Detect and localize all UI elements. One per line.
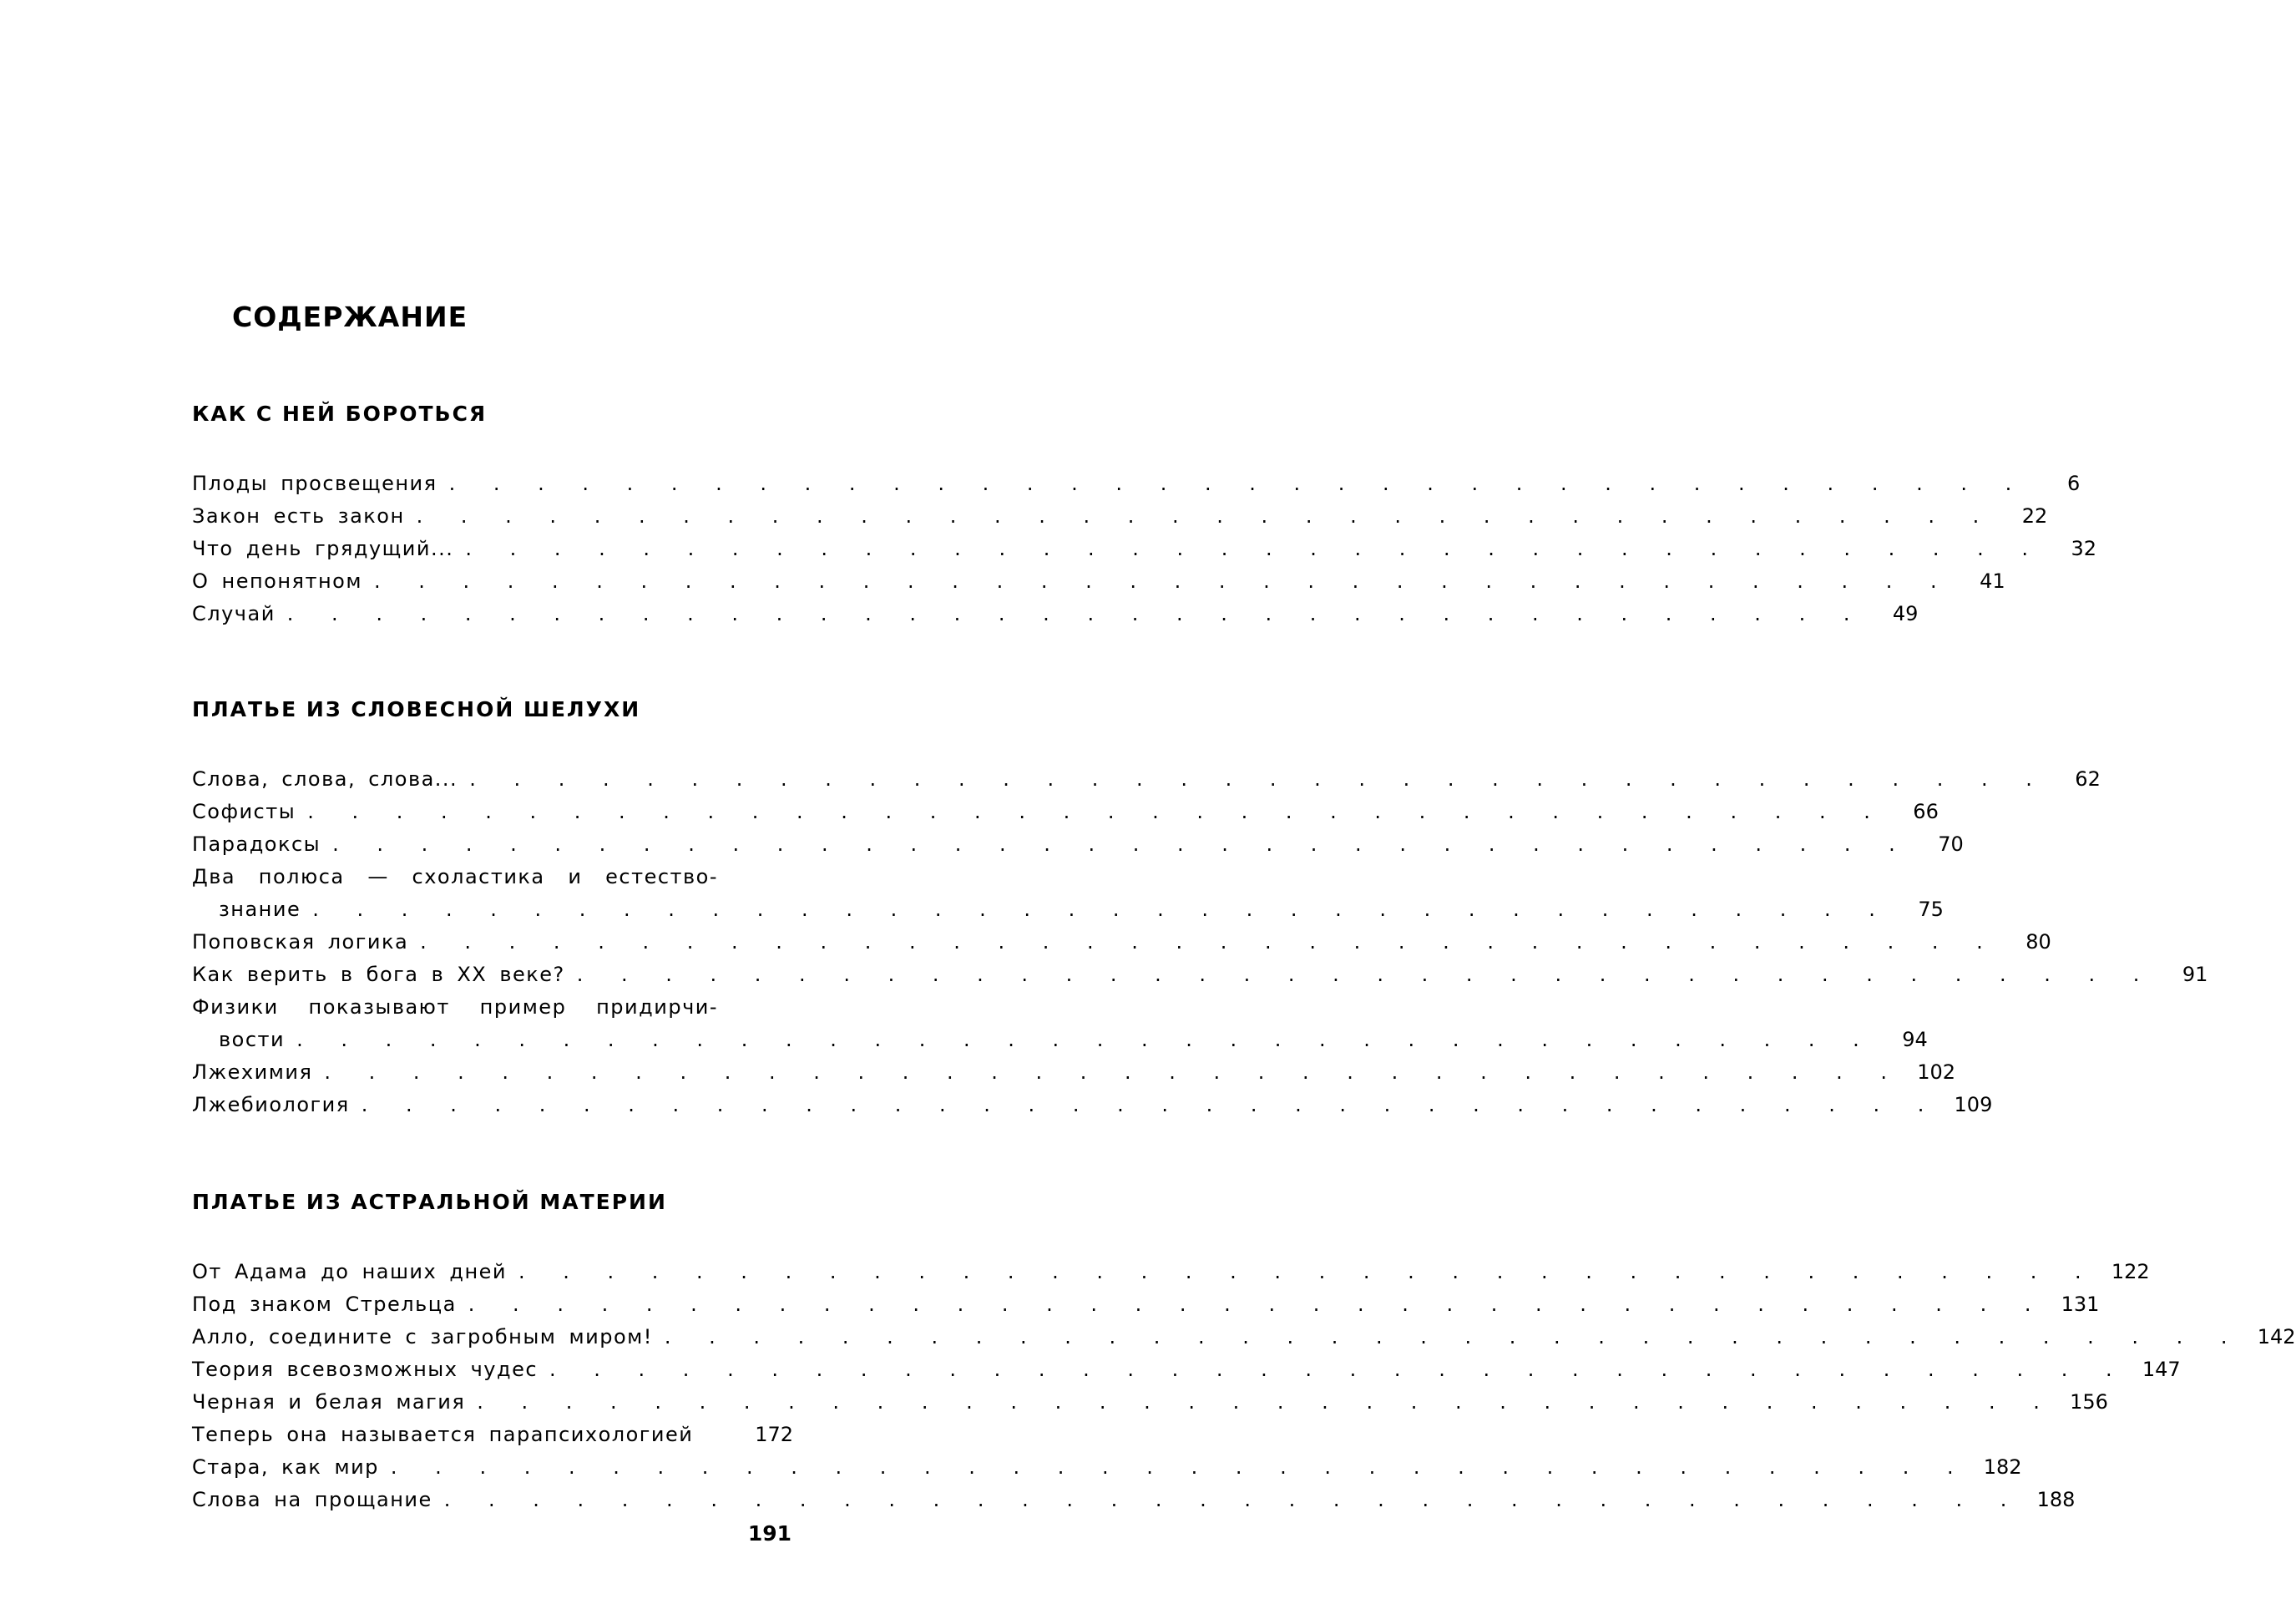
toc-entry	[192, 991, 1928, 1056]
toc-entry	[192, 533, 2096, 565]
entry-page-number: 41	[1980, 569, 2005, 593]
toc-entry	[192, 565, 2005, 598]
dot-leader: . . . . . . . . . . . . . . . . . . . . . . . . . . . . . . . . . . . .	[477, 1390, 2053, 1414]
dot-leader: . . . . . . . . . . . . . . . . . . . . . . . . . . . . . . . . . . . .	[361, 1093, 1938, 1116]
toc-section-1	[192, 396, 2096, 630]
entry-page-number: 122	[2111, 1260, 2150, 1283]
dot-leader: . . . . . . . . . . . . . . . . . . . . . . . . . . . . . . . . . . . .	[286, 602, 1864, 625]
toc-entry	[192, 1484, 2076, 1516]
entry-title: Теория всевозможных чудес	[192, 1358, 539, 1381]
toc-entry	[192, 1451, 2022, 1484]
toc-entry	[192, 598, 1919, 630]
entry-title: Слова на прощание	[192, 1488, 432, 1511]
section-heading: ПЛАТЬЕ ИЗ СЛОВЕСНОЙ ШЕЛУХИ	[192, 697, 641, 721]
dot-leader: . . . . . . . . . . . . . . . . . . . . . . . . . . . . . . . . . . . .	[443, 1488, 2020, 1511]
dot-leader: . . . . . . . . . . . . . . . . . . . . . . . . . . . . . . . . . . . .	[390, 1455, 1967, 1479]
entry-title: Что день грядущий...	[192, 537, 454, 560]
entry-page-number: 102	[1917, 1060, 1956, 1084]
entry-title: Алло, соедините с загробным миром!	[192, 1325, 653, 1348]
toc-entry	[192, 861, 1944, 926]
dot-leader: . . . . . . . . . . . . . . . . . . . . . . . . . . . . . . . . . . . .	[518, 1260, 2095, 1283]
toc-title: СОДЕРЖАНИЕ	[232, 301, 468, 333]
dot-leader: . . . . . . . . . . . . . . . . . . . . . . . . . . . . . . . . . . . .	[469, 767, 2046, 791]
entry-page-number: 182	[1983, 1455, 2022, 1479]
toc-entry	[192, 926, 2051, 959]
dot-leader: . . . . . . . . . . . . . . . . . . . . . . . . . . . . . . . . . . . .	[332, 832, 1909, 856]
entry-title: Лжебиология	[192, 1093, 350, 1116]
toc-entry	[192, 828, 1964, 861]
entry-title: Плоды просвещения	[192, 472, 437, 495]
dot-leader: . . . . . . . . . . . . . . . . . . . . . . . . . . . . . . . . . . . .	[465, 537, 2041, 560]
section-heading: ПЛАТЬЕ ИЗ АСТРАЛЬНОЙ МАТЕРИИ	[192, 1190, 667, 1214]
toc-entry	[192, 1056, 1956, 1089]
entry-page-number: 94	[1902, 1028, 1928, 1051]
entry-continuation	[192, 893, 1944, 926]
entry-page-number: 32	[2071, 537, 2096, 560]
toc-entry	[192, 1386, 2108, 1419]
entry-title: Под знаком Стрельца	[192, 1293, 457, 1316]
entry-page-number: 75	[1918, 898, 1944, 921]
dot-leader: . . . . . . . . . . . . . . . . . . . . . . . . . . . . . . . . . . . .	[416, 504, 1993, 528]
entry-page-number: 62	[2075, 767, 2101, 791]
entry-title-continuation: вости	[219, 1028, 286, 1051]
entry-page-number: 91	[2182, 963, 2208, 986]
toc-entry	[192, 1089, 1993, 1121]
dot-leader: . . . . . . . . . . . . . . . . . . . . . . . . . . . . . . . . . . . .	[468, 1293, 2045, 1316]
entry-page-number: 70	[1938, 832, 1964, 856]
entry-title: Лжехимия	[192, 1060, 313, 1084]
entry-title: Закон есть закон	[192, 504, 405, 528]
entry-title: Парадоксы	[192, 832, 321, 856]
dot-leader: . . . . . . . . . . . . . . . . . . . . . . . . . . . . . . . . . . . .	[576, 963, 2153, 986]
toc-entry	[192, 468, 2081, 500]
entry-title: Физики показывают пример придирчи-	[192, 995, 718, 1019]
dot-leader: . . . . . . . . . . . . . . . . . . . . . . . . . . . . . . . . . . . .	[664, 1325, 2241, 1348]
toc-entry	[192, 796, 1939, 828]
entry-title: Стара, как мир	[192, 1455, 379, 1479]
toc-entry	[192, 959, 2208, 991]
entry-title: Софисты	[192, 800, 296, 823]
entry-page-number: 156	[2070, 1390, 2108, 1414]
dot-leader: . . . . . . . . . . . . . . . . . . . . . . . . . . . . . . . . . . . .	[448, 472, 2025, 495]
toc-entry	[192, 1256, 2150, 1288]
dot-leader: . . . . . . . . . . . . . . . . . . . . . . . . . . . . . . . . . . . .	[312, 898, 1889, 921]
entry-page-number: 66	[1913, 800, 1939, 823]
toc-entry-list	[192, 468, 2096, 630]
entry-page-number: 109	[1954, 1093, 1993, 1116]
toc-entry-list	[192, 763, 2208, 1121]
entry-title-continuation: знание	[219, 898, 301, 921]
entry-page-number: 22	[2021, 504, 2048, 528]
entry-title: Теперь она называется парапсихологией	[192, 1423, 694, 1446]
entry-title: Черная и белая магия	[192, 1390, 466, 1414]
entry-title: Слова, слова, слова...	[192, 767, 458, 791]
entry-page-number: 172	[755, 1423, 793, 1446]
entry-title: Два полюса — схоластика и естество-	[192, 865, 718, 888]
toc-entry	[192, 500, 2048, 533]
entry-page-number: 80	[2025, 930, 2051, 954]
dot-leader: . . . . . . . . . . . . . . . . . . . . . . . . . . . . . . . . . . . .	[549, 1358, 2126, 1381]
entry-page-number: 142	[2257, 1325, 2296, 1348]
entry-page-number: 6	[2066, 472, 2081, 495]
toc-entry	[192, 1353, 2181, 1386]
entry-title: Поповская логика	[192, 930, 409, 954]
entry-page-number: 188	[2036, 1488, 2076, 1511]
toc-entry	[192, 1419, 793, 1451]
entry-page-number: 49	[1892, 602, 1919, 625]
entry-page-number: 147	[2142, 1358, 2181, 1381]
dot-leader: . . . . . . . . . . . . . . . . . . . . . . . . . . . . . . . . . . . .	[307, 800, 1884, 823]
page-number-folio: 191	[747, 1521, 791, 1546]
entry-title: От Адама до наших дней	[192, 1260, 508, 1283]
dot-leader: . . . . . . . . . . . . . . . . . . . . . . . . . . . . . . . . . . . .	[324, 1060, 1901, 1084]
section-heading: КАК С НЕЙ БОРОТЬСЯ	[192, 402, 488, 426]
entry-title: Случай	[192, 602, 276, 625]
dot-leader: . . . . . . . . . . . . . . . . . . . . . . . . . . . . . . . . . . . .	[373, 569, 1950, 593]
toc-entry	[192, 1321, 2296, 1353]
toc-section-3	[192, 1184, 2296, 1516]
toc-section-2	[192, 691, 2208, 1121]
dot-leader: . . . . . . . . . . . . . . . . . . . . . . . . . . . . . . . . . . . .	[420, 930, 1996, 954]
entry-continuation	[192, 1024, 1928, 1056]
toc-entry	[192, 1288, 2100, 1321]
entry-title: Как верить в бога в XX веке?	[192, 963, 565, 986]
entry-page-number: 131	[2061, 1293, 2100, 1316]
toc-entry	[192, 763, 2101, 796]
dot-leader: . . . . . . . . . . . . . . . . . . . . . . . . . . . . . . . . . . . .	[296, 1028, 1873, 1051]
entry-title: О непонятном	[192, 569, 362, 593]
toc-entry-list	[192, 1256, 2296, 1516]
